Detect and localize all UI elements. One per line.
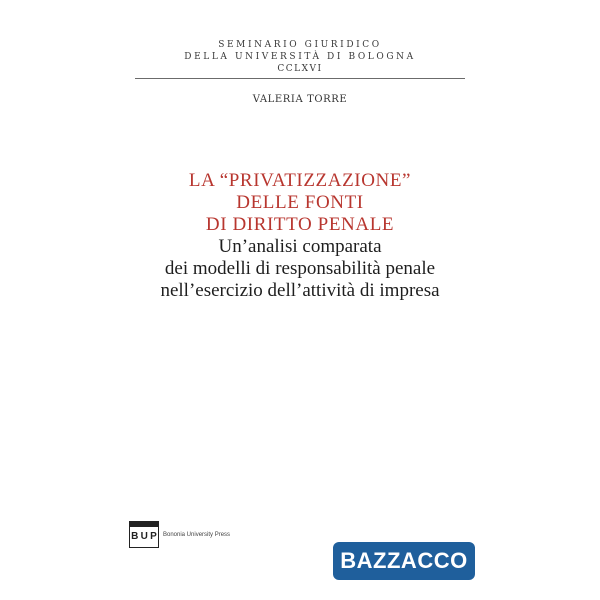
series-line-2: DELLA UNIVERSITÀ DI BOLOGNA bbox=[184, 52, 416, 62]
series-line-1: SEMINARIO GIURIDICO bbox=[218, 40, 382, 50]
title-line-3: DI DIRITTO PENALE bbox=[205, 214, 395, 235]
title-line-1: LA “PRIVATIZZAZIONE” bbox=[188, 170, 412, 191]
store-badge bbox=[333, 542, 475, 580]
author-name: VALERIA TORRE bbox=[252, 94, 348, 105]
subtitle-line-3: nell’esercizio dell’attività di impresa bbox=[160, 280, 440, 301]
store-badge-label: BAZZACCO bbox=[340, 548, 468, 573]
logo-letter: P bbox=[150, 531, 157, 542]
title-line-2: DELLE FONTI bbox=[236, 192, 364, 213]
logo-letter: B bbox=[131, 531, 139, 542]
subtitle-line-1: Un’analisi comparata bbox=[218, 236, 382, 257]
header-divider bbox=[135, 78, 465, 79]
subtitle-line-2: dei modelli di responsabilità penale bbox=[164, 258, 436, 279]
book-cover bbox=[135, 0, 468, 600]
bup-logo-icon bbox=[129, 521, 159, 548]
publisher-name: Bononia University Press bbox=[163, 531, 231, 538]
logo-letter: U bbox=[140, 531, 148, 542]
publisher-mark bbox=[129, 521, 230, 548]
series-number: CCLXVI bbox=[277, 64, 323, 74]
